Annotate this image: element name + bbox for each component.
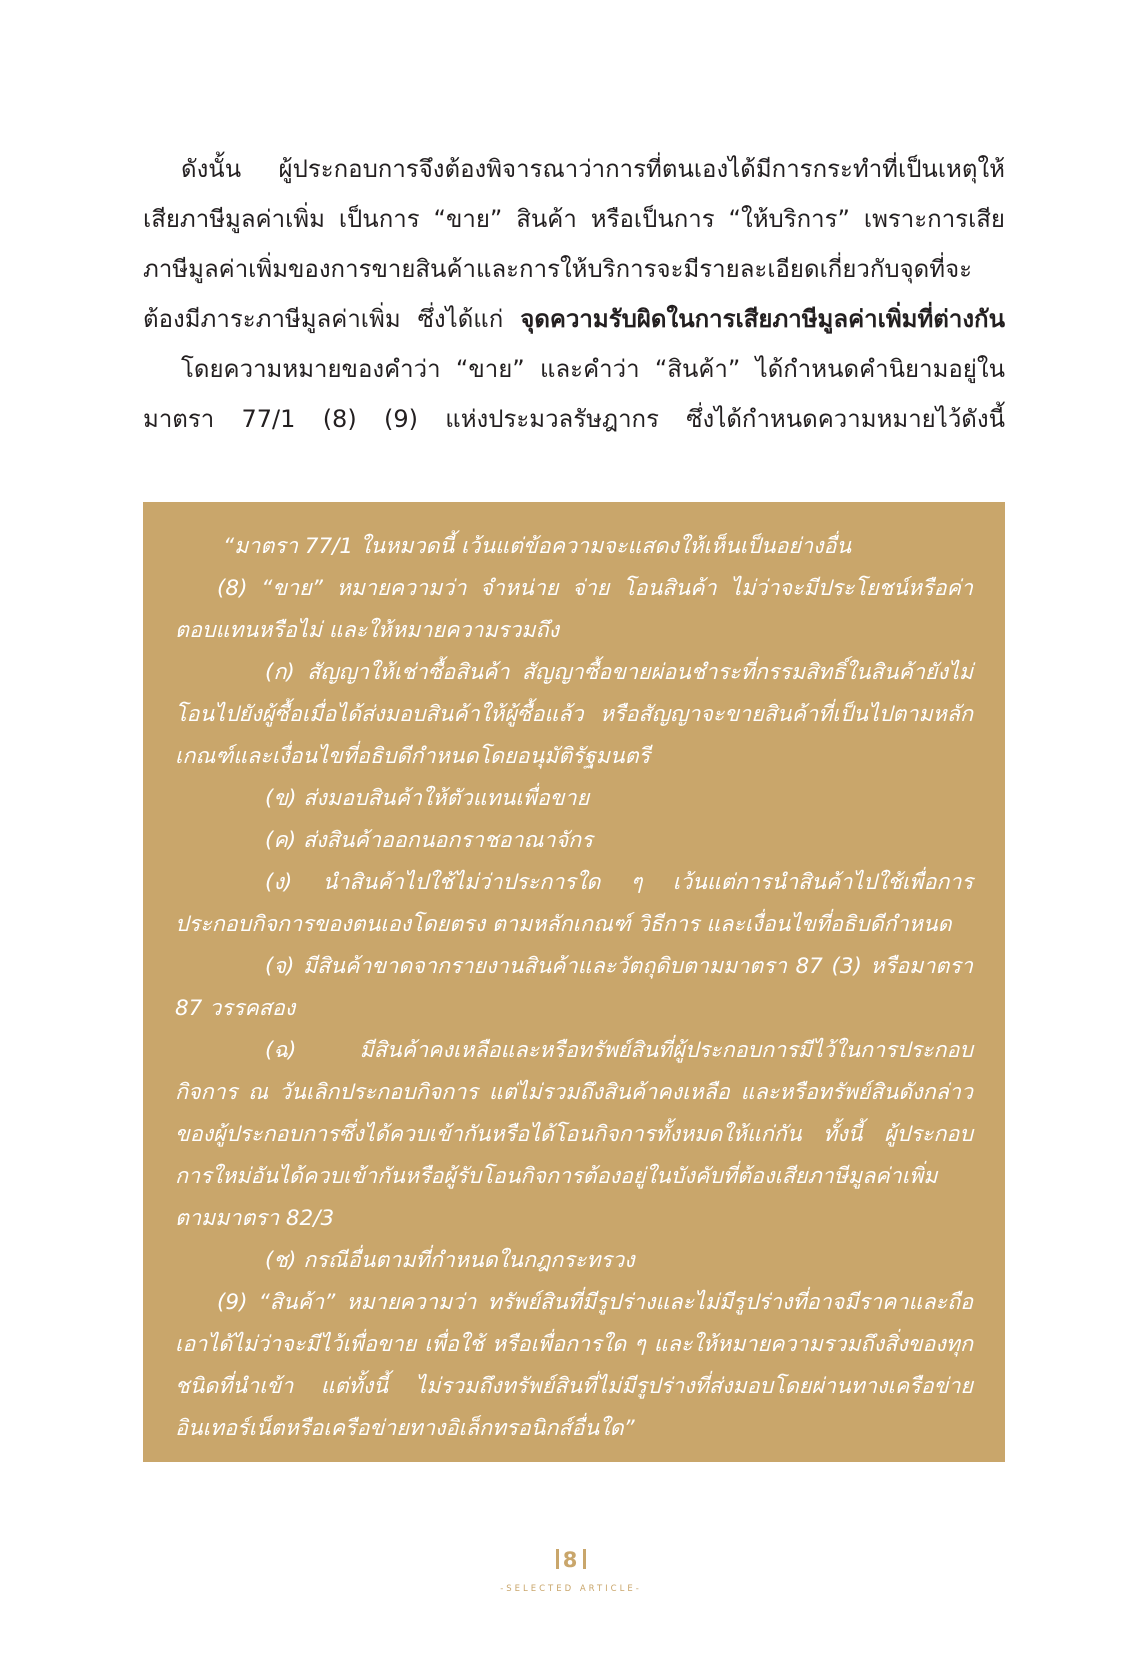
legal-quote-box	[143, 502, 1005, 1462]
quote-definition-9: (9) “สินค้า” หมายความว่า ทรัพย์สินที่มีรูปร่างและไม่มีรูปร่างที่อาจมีราคาและถือเอาได้ไม่ว่าจะมีไว้เพื่อขาย เพื่อใช้ หรือเพื่อการใด ๆ และให้หมายความรวมถึงสิ่งของทุกชนิดที่นำเข้า แต่ทั้งนี้ ไม่รวมถึงทรัพย์สินที่ไม่มีรูปร่างที่ส่งมอบโดยผ่านทางเครือข่ายอินเทอร์เน็ตหรือเครือข่ายทางอิเล็กทรอนิกส์อื่นใด”	[175, 1290, 973, 1441]
page-number-text: 8	[562, 1548, 580, 1572]
page-number-right-bar	[583, 1549, 586, 1569]
paragraph-1-text: ดังนั้น ผู้ประกอบการจึงต้องพิจารณาว่าการที่ตนเองได้มีการกระทำที่เป็นเหตุให้เสียภาษีมูลค่าเพิ่ม เป็นการ “ขาย” สินค้า หรือเป็นการ “ให้บริการ” เพราะการเสียภาษีมูลค่าเพิ่มของการขายสินค้าและการให้บริการจะมีรายละเอียดเกี่ยวกับจุดที่จะต้องมีภาระภาษีมูลค่าเพิ่ม ซึ่งได้แก่	[143, 155, 1005, 333]
article-body	[143, 144, 1005, 444]
paragraph-1	[143, 144, 1005, 344]
quote-item-kho: (ข) ส่งมอบสินค้าให้ตัวแทนเพื่อขาย	[265, 786, 590, 811]
paragraph-1-bold-text: จุดความรับผิดในการเสียภาษีมูลค่าเพิ่มที่ต่างกัน	[520, 305, 1005, 333]
quote-item-kho2: (ค) ส่งสินค้าออกนอกราชอาณาจักร	[265, 828, 593, 853]
quote-section-heading: “มาตรา 77/1 ในหมวดนี้ เว้นแต่ข้อความจะแสดงให้เห็นเป็นอย่างอื่น	[223, 534, 852, 559]
quote-item-ka: (ก) สัญญาให้เช่าซื้อสินค้า สัญญาซื้อขายผ่อนชำระที่กรรมสิทธิ์ในสินค้ายังไม่โอนไปยังผู้ซื้อเมื่อได้ส่งมอบสินค้าให้ผู้ซื้อแล้ว หรือสัญญาจะขายสินค้าที่เป็นไปตามหลักเกณฑ์และเงื่อนไขที่อธิบดีกำหนดโดยอนุมัติรัฐมนตรี	[175, 660, 973, 769]
quote-item-chho: (ฉ) มีสินค้าคงเหลือและหรือทรัพย์สินที่ผู้ประกอบการมีไว้ในการประกอบกิจการ ณ วันเลิกประกอบกิจการ แต่ไม่รวมถึงสินค้าคงเหลือ และหรือทรัพย์สินดังกล่าวของผู้ประกอบการซึ่งได้ควบเข้ากันหรือได้โอนกิจการทั้งหมดให้แก่กัน ทั้งนี้ ผู้ประกอบการใหม่อันได้ควบเข้ากันหรือผู้รับโอนกิจการต้องอยู่ในบังคับที่ต้องเสียภาษีมูลค่าเพิ่มตามมาตรา 82/3	[175, 1038, 973, 1231]
page-number	[0, 1548, 1142, 1572]
paragraph-2: โดยความหมายของคำว่า “ขาย” และคำว่า “สินค้า” ได้กำหนดคำนิยามอยู่ในมาตรา 77/1 (8) (9) แห่งประมวลรัษฎากร ซึ่งได้กำหนดความหมายไว้ดังนี้	[143, 355, 1005, 433]
footer-section-label: -SELECTED ARTICLE-	[500, 1584, 642, 1594]
quote-item-cho: (จ) มีสินค้าขาดจากรายงานสินค้าและวัตถุดิบตามมาตรา 87 (3) หรือมาตรา 87 วรรคสอง	[175, 954, 973, 1021]
quote-definition-8: (8) “ขาย” หมายความว่า จำหน่าย จ่าย โอนสินค้า ไม่ว่าจะมีประโยชน์หรือค่าตอบแทนหรือไม่ และให้หมายความรวมถึง	[175, 576, 973, 643]
quote-item-ngo: (ง) นำสินค้าไปใช้ไม่ว่าประการใด ๆ เว้นแต่การนำสินค้าไปใช้เพื่อการประกอบกิจการของตนเองโดยตรง ตามหลักเกณฑ์ วิธีการ และเงื่อนไขที่อธิบดีกำหนด	[175, 870, 973, 937]
page-number-left-bar	[556, 1549, 559, 1569]
quote-item-cho2: (ช) กรณีอื่นตามที่กำหนดในกฎกระทรวง	[265, 1248, 635, 1273]
